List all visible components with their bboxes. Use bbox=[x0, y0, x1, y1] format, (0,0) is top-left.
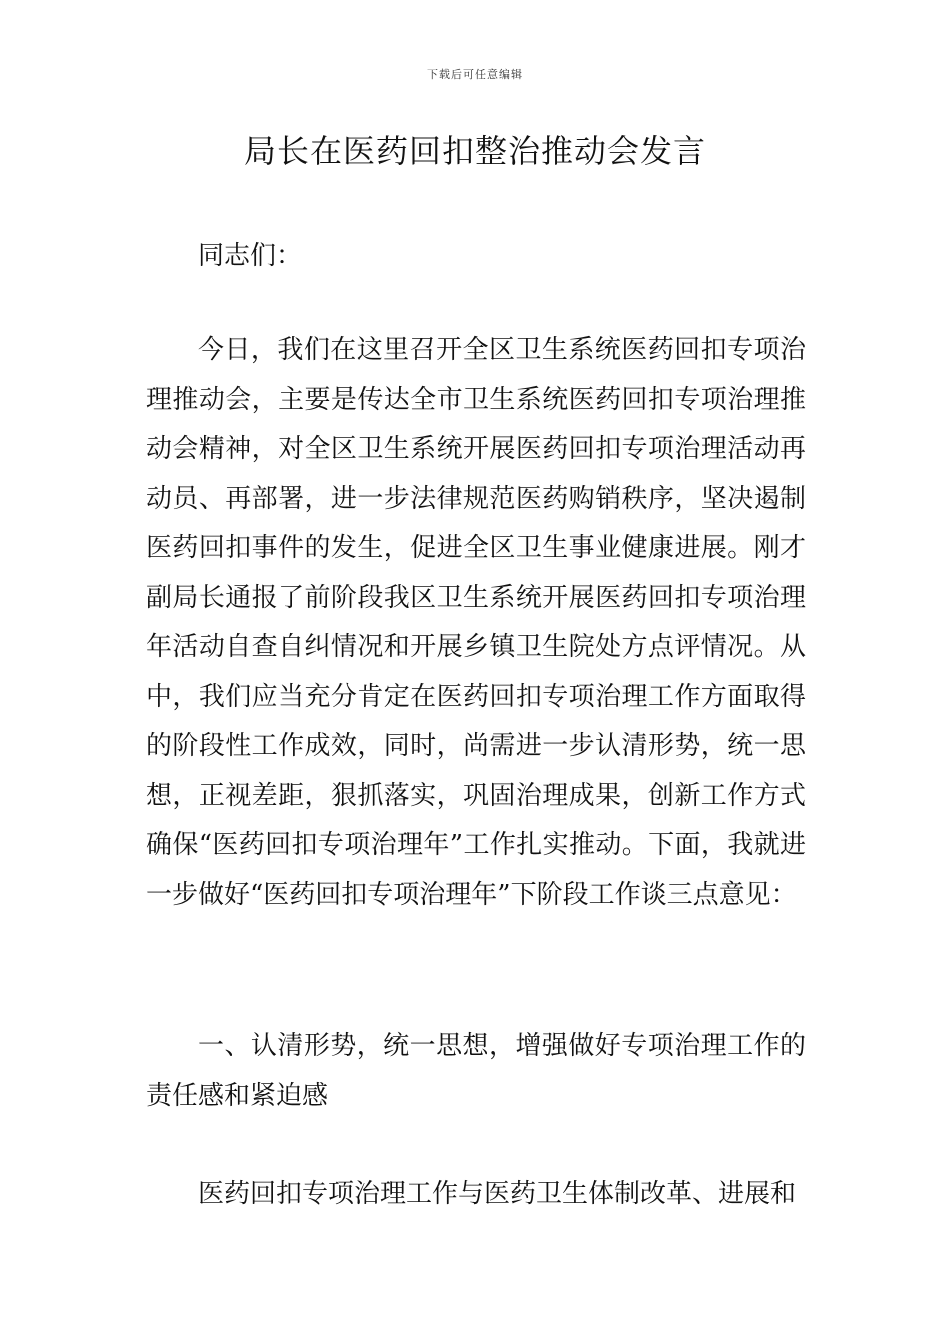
section-heading: 一、认清形势，统一思想，增强做好专项治理工作的责任感和紧迫感 bbox=[146, 1031, 806, 1111]
document-title: 局长在医药回扣整治推动会发言 bbox=[243, 132, 706, 170]
paragraph-section-one: 医药回扣专项治理工作与医药卫生体制改革、进展和 bbox=[198, 1179, 797, 1209]
salutation: 同志们： bbox=[198, 241, 303, 271]
paragraph-intro: 今日，我们在这里召开全区卫生系统医药回扣专项治理推动会，主要是传达全市卫生系统医药回扣专项治理推动会精神，对全区卫生系统开展医药回扣专项治理活动再动员、再部署，进一步法律规范医药购销秩序，坚决遏制医药回扣事件的发生，促进全区卫生事业健康进展。刚才副局长通报了前阶段我区卫生系统开展医药回扣专项治理年活动自查自纠情况和开展乡镇卫生院处方点评情况。从中，我们应当充分肯定在医药回扣专项治理工作方面取得的阶段性工作成效，同时，尚需进一步认清形势，统一思想，正视差距，狠抓落实，巩固治理成果，创新工作方式确保“医药回扣专项治理年”工作扎实推动。下面，我就进一步做好“医药回扣专项治理年”下阶段工作谈三点意见： bbox=[146, 335, 806, 910]
header-note: 下载后可任意编辑 bbox=[427, 68, 523, 81]
